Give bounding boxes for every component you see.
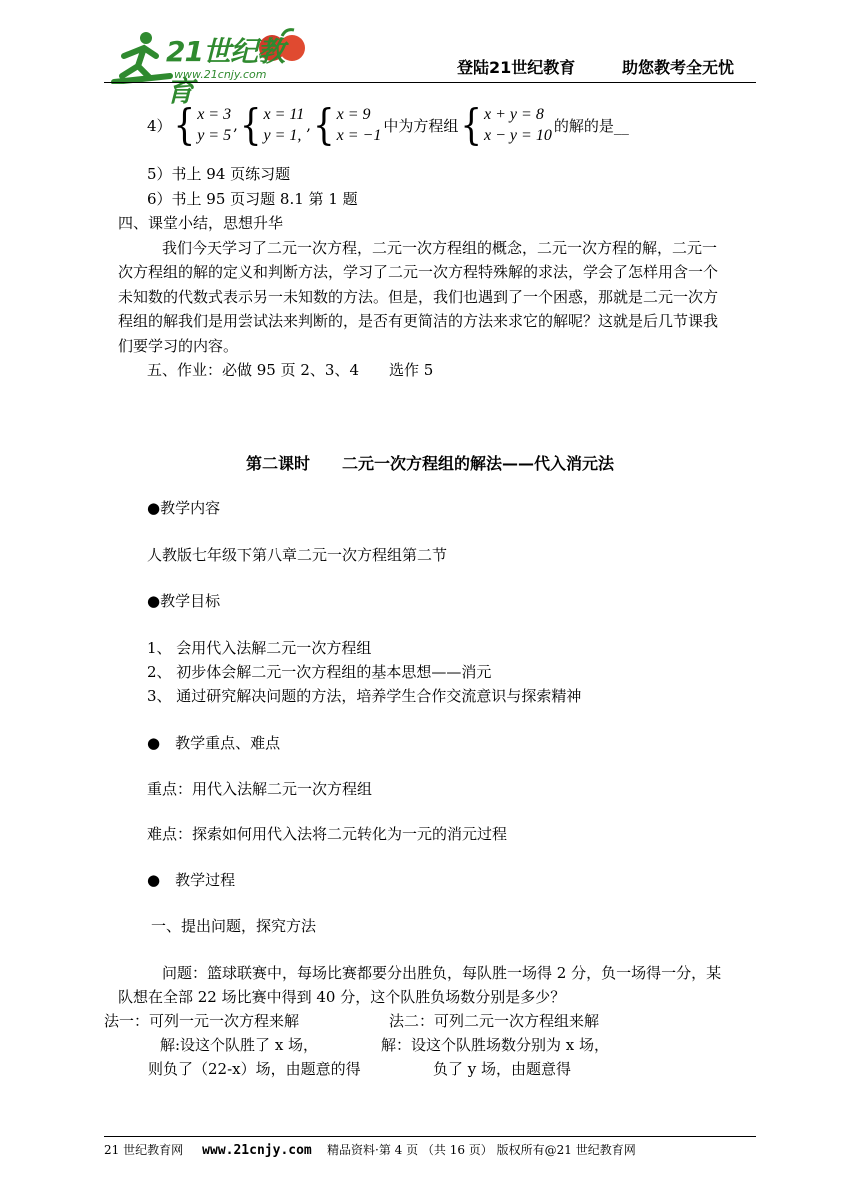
method-2: 法二：可列二元一次方程组来解	[389, 1012, 600, 1030]
summary-line: 未知数的代数式表示另一未知数的方法。但是，我们也遇到了一个困惑，那就是二元一次方	[118, 288, 719, 306]
summary-line: 们要学习的内容。	[118, 337, 239, 355]
equation-system-2: x = 11 y = 1,	[263, 106, 305, 144]
content-text: 人教版七年级下第八章二元一次方程组第二节	[147, 546, 448, 564]
footer-divider	[104, 1136, 756, 1137]
key-heading: ● 教学重点、难点	[147, 734, 281, 752]
equation-system-4: x + y = 8 x − y = 10	[484, 106, 552, 144]
logo-text: 21世纪教育	[166, 35, 284, 108]
brace-icon: {	[173, 100, 196, 150]
goal-item: 2、 初步体会解二元一次方程组的基本思想——消元	[147, 663, 492, 681]
step-1-heading: 一、提出问题，探究方法	[151, 917, 317, 935]
goal-item: 1、 会用代入法解二元一次方程组	[147, 639, 372, 657]
summary-line: 我们今天学习了二元一次方程，二元一次方程组的概念，二元一次方程的解，二元一	[162, 239, 718, 257]
logo-url: www.21cnjy.com	[174, 68, 267, 81]
header-divider	[104, 82, 756, 83]
equation-system-1: x = 3 y = 5	[197, 106, 232, 144]
header-slogan-left: 登陆21世纪教育	[457, 58, 576, 77]
item-5: 5）书上 94 页练习题	[147, 165, 291, 183]
runner-icon	[104, 26, 174, 84]
section-4-heading: 四、课堂小结，思想升华	[118, 214, 284, 232]
equation-system-3: x = 9 x = −1	[336, 106, 382, 144]
problem-text: 问题：篮球联赛中，每场比赛都要分出胜负，每队胜一场得 2 分，负一场得一分，某	[162, 964, 722, 982]
solution-1-line: 解:设这个队胜了 x 场，	[160, 1036, 319, 1054]
content-heading: ●教学内容	[147, 499, 221, 517]
summary-line: 次方程组的解的定义和判断方法，学习了二元一次方程特殊解的求法，学会了怎样用含一个	[118, 263, 719, 281]
difficulty-point: 难点：探索如何用代入法将二元转化为一元的消元过程	[147, 825, 508, 843]
lesson-title: 第二课时 二元一次方程组的解法——代入消元法	[245, 454, 614, 473]
solution-2-line: 负了 y 场，由题意得	[433, 1060, 572, 1078]
brace-icon: {	[460, 100, 483, 150]
page-footer	[104, 1141, 636, 1158]
solution-2-line: 解：设这个队胜场数分别为 x 场，	[381, 1036, 609, 1054]
brace-icon: {	[313, 100, 335, 150]
header-slogan-right: 助您教考全无忧	[622, 58, 735, 77]
goal-item: 3、 通过研究解决问题的方法，培养学生合作交流意识与探索精神	[147, 687, 582, 705]
homework: 五、作业：必做 95 页 2、3、4 选作 5	[147, 361, 434, 379]
solution-1-line: 则负了（22-x）场，由题意的得	[148, 1060, 361, 1078]
question-4: 4） { x = 3 y = 5 , { x = 11 y = 1, , { x = 9 x = −1 中为方程组 { x + y = 8 x − y = 10 的解的是__	[147, 100, 629, 150]
footer-url[interactable]: www.21cnjy.com	[202, 1143, 312, 1158]
question-number: 4）	[147, 116, 172, 135]
method-1: 法一：可列一元一次方程来解	[104, 1012, 300, 1030]
problem-text: 队想在全部 22 场比赛中得到 40 分，这个队胜负场数分别是多少？	[118, 988, 566, 1006]
key-point: 重点：用代入法解二元一次方程组	[147, 780, 373, 798]
footer-info: 精品资料·第 4 页 （共 16 页） 版权所有@21 世纪教育网	[327, 1143, 636, 1157]
summary-line: 程组的解我们是用尝试法来判断的，是否有更简洁的方法来求它的解呢？这就是后几节课我	[118, 312, 719, 330]
process-heading: ● 教学过程	[147, 871, 236, 889]
goals-heading: ●教学目标	[147, 592, 221, 610]
item-6: 6）书上 95 页习题 8.1 第 1 题	[147, 190, 358, 208]
footer-site: 21 世纪教育网	[104, 1143, 184, 1157]
site-logo	[104, 26, 304, 108]
brace-icon: {	[239, 100, 262, 150]
